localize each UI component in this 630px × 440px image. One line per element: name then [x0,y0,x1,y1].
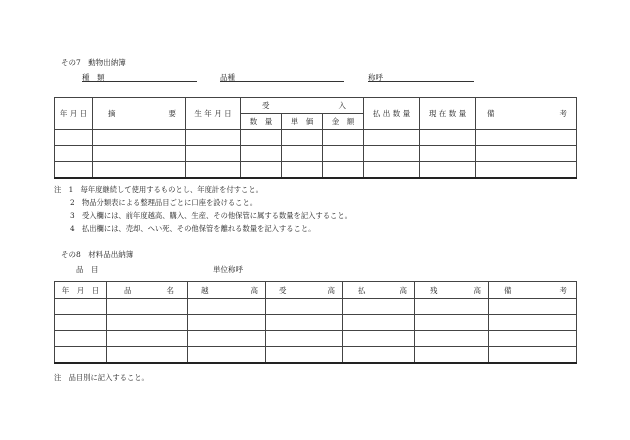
table-cell[interactable] [55,146,93,162]
header-remarks: 備 考 [476,98,577,130]
table-cell[interactable] [186,162,241,178]
table-row [55,347,577,363]
table-cell[interactable] [489,315,577,331]
table-cell[interactable] [282,162,323,178]
table-cell[interactable] [188,315,266,331]
table-cell[interactable] [107,299,188,315]
table-cell[interactable] [107,347,188,363]
table-cell[interactable] [420,162,476,178]
header-date: 年 月 日 [55,98,93,130]
header-summary: 摘 要 [93,98,186,130]
table-cell[interactable] [415,299,489,315]
table-cell[interactable] [55,347,107,363]
note-3: 3 受入欄には、前年度越高、購入、生産、その他保管に属する数量を記入すること。 [70,211,352,220]
table-cell[interactable] [186,130,241,146]
header-birth-date: 生 年 月 日 [186,98,241,130]
table-row [55,331,577,347]
header-payout-qty: 払 出 数 量 [364,98,420,130]
table-cell[interactable] [282,130,323,146]
table-cell[interactable] [93,162,186,178]
header-unit-price: 単 価 [282,114,323,130]
field-name-line[interactable] [368,81,474,82]
table-row [55,162,577,178]
table-cell[interactable] [266,299,343,315]
header-balance: 残 高 [415,282,489,299]
table-cell[interactable] [415,331,489,347]
table-row [55,130,577,146]
table-cell[interactable] [107,331,188,347]
table-cell[interactable] [323,146,364,162]
table-cell[interactable] [55,299,107,315]
note-material: 注 品目別に記入すること。 [54,373,149,382]
note-4: 4 払出欄には、売却、へい死、その他保管を離れる数量を記入すること。 [70,224,316,233]
header-quantity: 数 量 [241,114,282,130]
header-item-name: 品 名 [107,282,188,299]
table-row [55,146,577,162]
table-bottom-rule [54,362,577,364]
table-row [55,299,577,315]
field-breed-label: 品種 [220,73,235,82]
table-cell[interactable] [241,162,282,178]
field-item-label: 品 目 [76,265,99,274]
table-cell[interactable] [420,146,476,162]
table-cell[interactable] [489,299,577,315]
section1-heading: その7 動物出納簿 [61,58,126,67]
material-ledger-table [54,281,577,363]
table-cell[interactable] [107,315,188,331]
table-row [55,315,577,331]
table-cell[interactable] [188,347,266,363]
header-current-qty: 現 在 数 量 [420,98,476,130]
header-receipt: 受 入 [241,98,364,114]
table-cell[interactable] [489,347,577,363]
table-cell[interactable] [188,331,266,347]
field-type-label: 種 類 [82,73,105,82]
table-cell[interactable] [241,146,282,162]
table-cell[interactable] [415,315,489,331]
table-cell[interactable] [415,347,489,363]
section2-heading: その8 材料品出納簿 [61,250,134,259]
table-cell[interactable] [364,146,420,162]
animal-ledger-table [54,97,577,178]
table-cell[interactable] [343,331,415,347]
table-cell[interactable] [55,162,93,178]
table-cell[interactable] [186,146,241,162]
note-1: 注 1 毎年度継続して使用するものとし、年度計を付すこと。 [54,185,263,194]
header-carryover: 越 高 [188,282,266,299]
table-cell[interactable] [343,315,415,331]
field-type-line[interactable] [82,81,197,82]
table-cell[interactable] [476,162,577,178]
table-cell[interactable] [282,146,323,162]
header-payout: 払 高 [343,282,415,299]
field-name-label: 称呼 [368,73,383,82]
field-breed-line[interactable] [220,81,344,82]
table-cell[interactable] [323,162,364,178]
field-unit-label: 単位称呼 [213,265,243,274]
note-2: 2 物品分類表による整理品目ごとに口座を設けること。 [70,198,258,207]
header-receipt: 受 高 [266,282,343,299]
table-cell[interactable] [364,162,420,178]
table-cell[interactable] [266,315,343,331]
table-cell[interactable] [476,146,577,162]
table-cell[interactable] [343,299,415,315]
table-cell[interactable] [489,331,577,347]
header-amount: 金 額 [323,114,364,130]
header-date: 年 月 日 [55,282,107,299]
table-cell[interactable] [55,315,107,331]
table-cell[interactable] [188,299,266,315]
header-remarks: 備 考 [489,282,577,299]
table-cell[interactable] [420,130,476,146]
table-cell[interactable] [476,130,577,146]
table-cell[interactable] [93,130,186,146]
table-cell[interactable] [93,146,186,162]
table-cell[interactable] [323,130,364,146]
table-cell[interactable] [55,130,93,146]
table-bottom-rule [54,177,577,179]
table-cell[interactable] [266,331,343,347]
table-cell[interactable] [343,347,415,363]
table-cell[interactable] [364,130,420,146]
table-cell[interactable] [241,130,282,146]
table-cell[interactable] [266,347,343,363]
table-cell[interactable] [55,331,107,347]
